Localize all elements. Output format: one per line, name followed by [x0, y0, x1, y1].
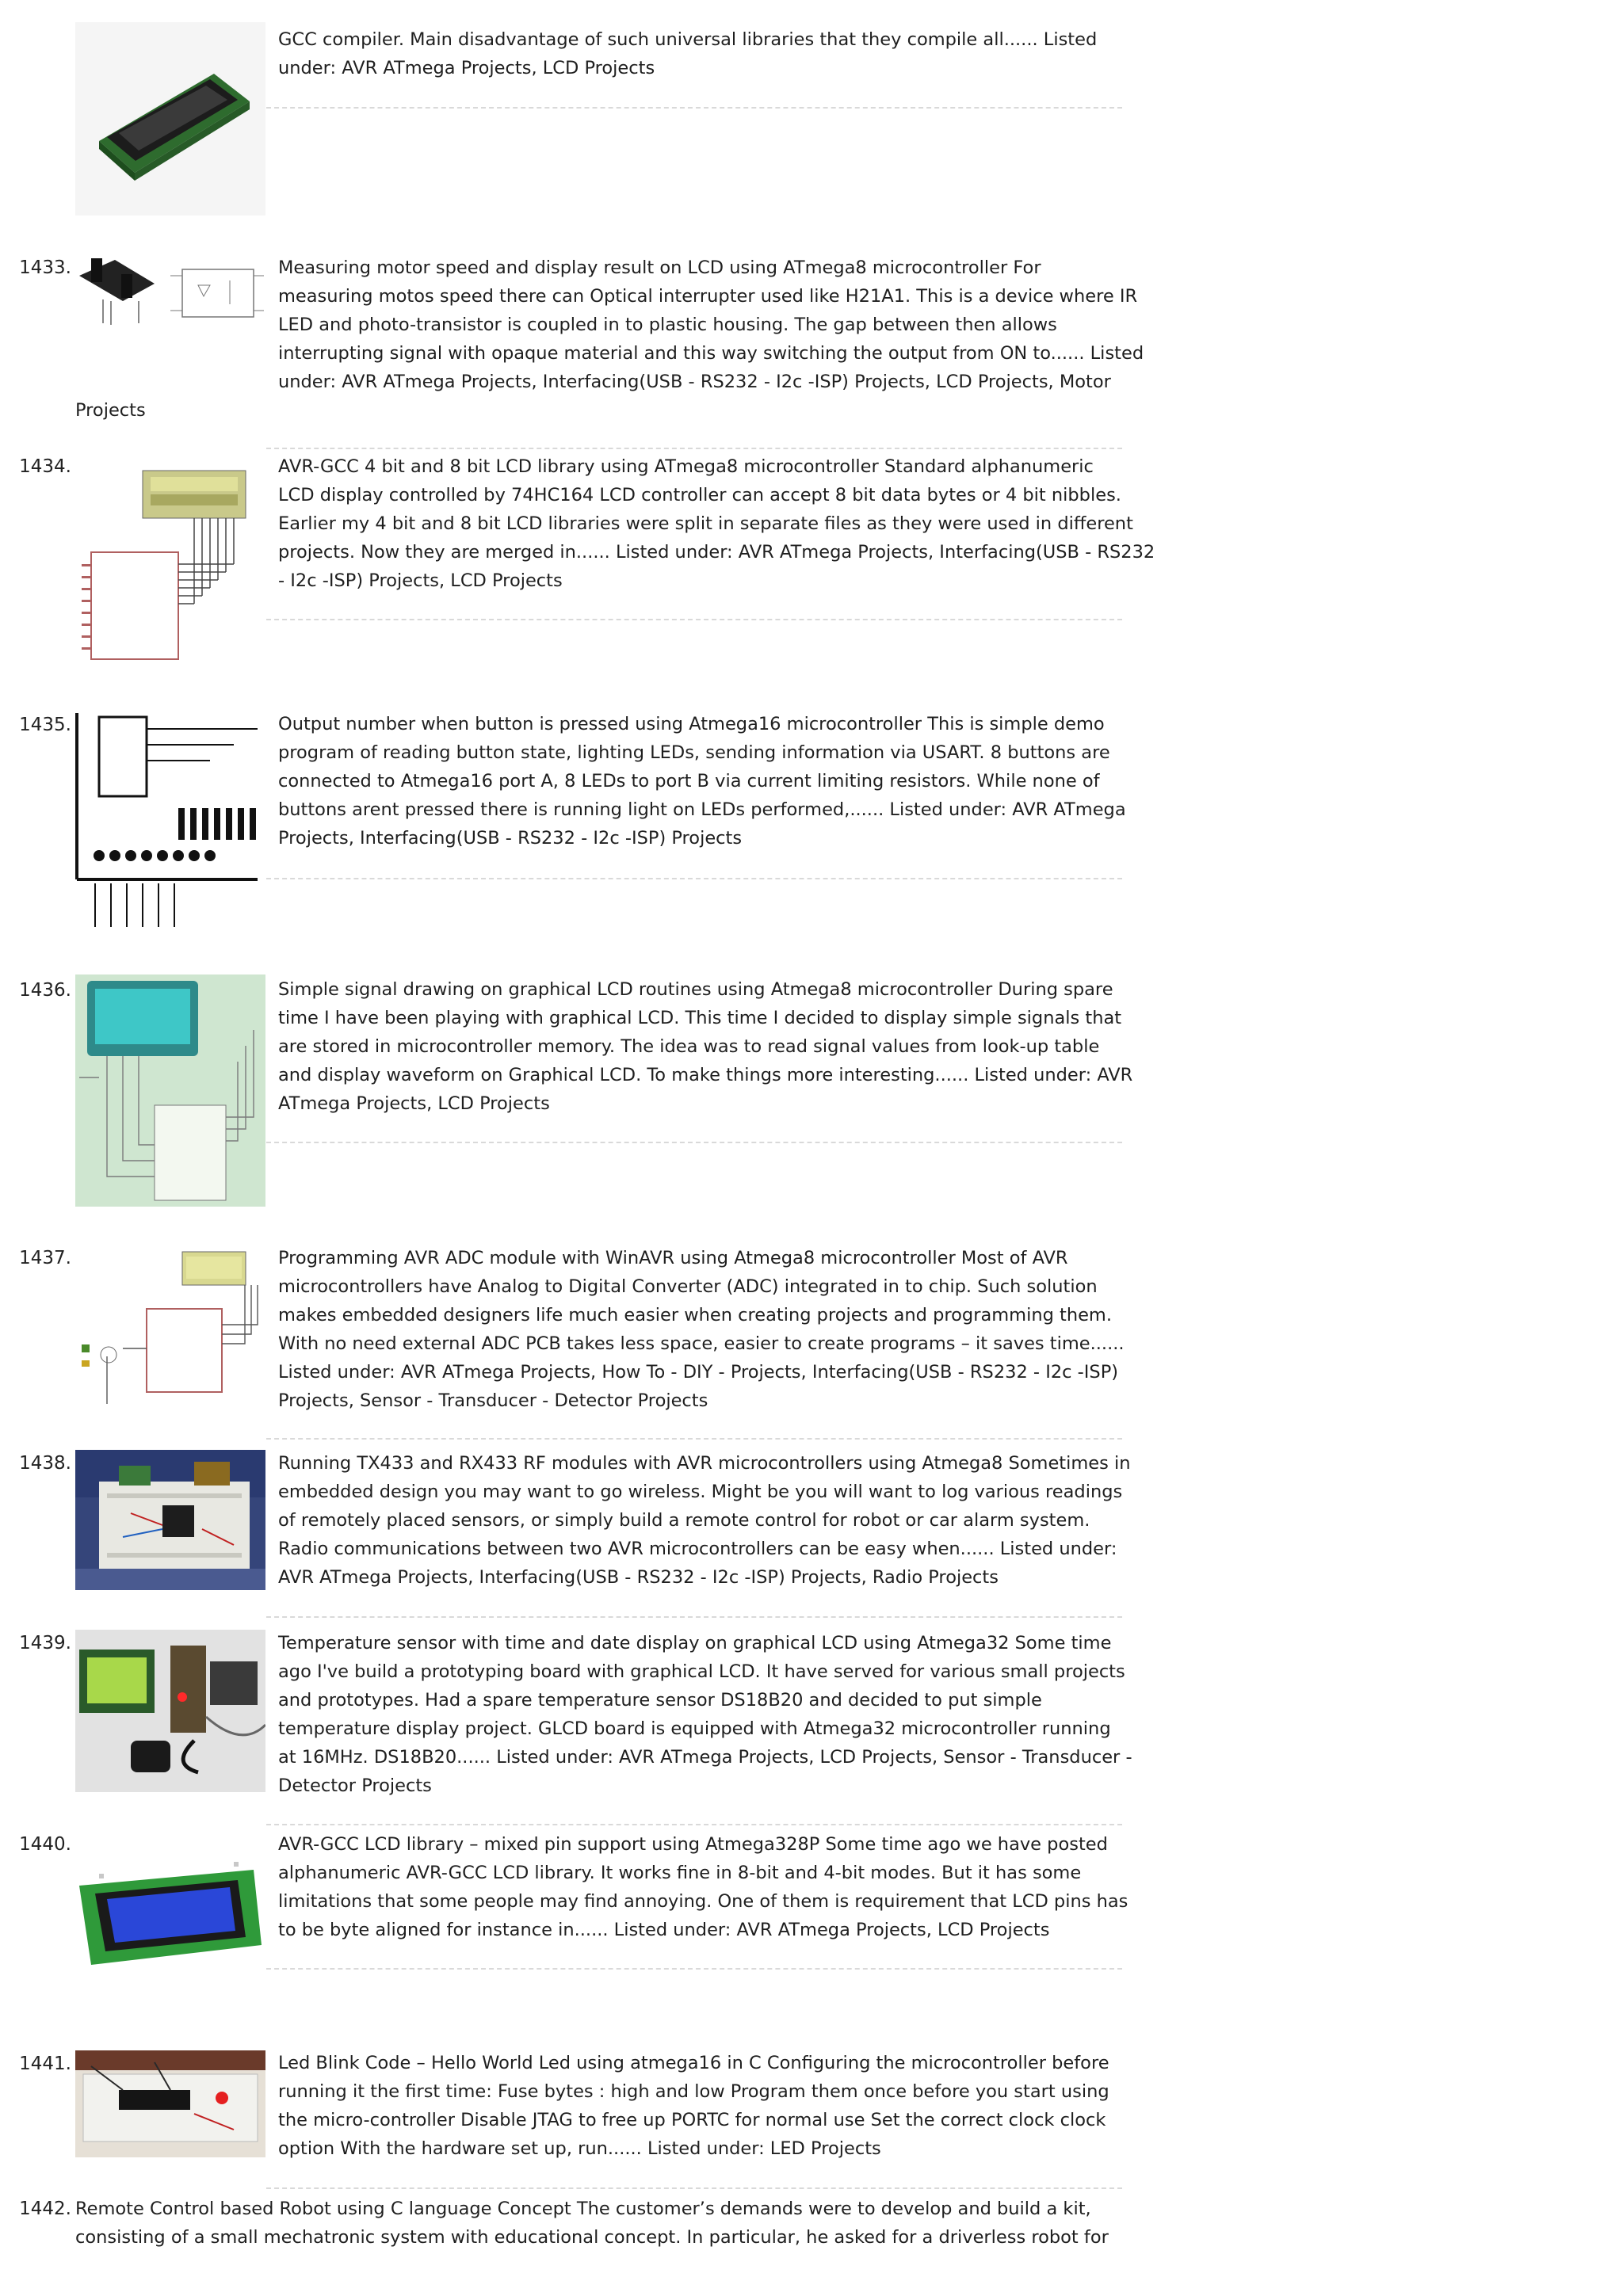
entry-description [278, 1244, 1125, 1415]
description-line: consisting of a small mechatronic system with educational concept. In particular, he asked for a driverless robot for [75, 2227, 1109, 2248]
entry-number: 1440. [19, 1834, 71, 1855]
description-line: under: AVR ATmega Projects, LCD Projects [278, 58, 655, 78]
description-line: Projects, Sensor - Transducer - Detector Projects [278, 1390, 708, 1411]
description-line: Earlier my 4 bit and 8 bit LCD libraries were split in separate files as they were used in different [278, 513, 1133, 534]
description-line: program of reading button state, lighting LEDs, sending information via USART. 8 buttons are [278, 742, 1110, 763]
description-line: limitations that some people may find annoying. One of them is requirement that LCD pins has [278, 1891, 1128, 1912]
optical-interrupter-image[interactable] [75, 252, 265, 331]
description-line: connected to Atmega16 port A, 8 LEDs to port B via current limiting resistors. While none of [278, 771, 1100, 791]
description-line: measuring motos speed there can Optical interrupter used like H21A1. This is a device where IR [278, 286, 1138, 307]
description-line: the micro-controller Disable JTAG to free up PORTC for normal use Set the correct clock clock [278, 2110, 1106, 2130]
description-line: Projects, Interfacing(USB - RS232 - I2c -ISP) Projects [278, 828, 743, 849]
entry-number: 1435. [19, 715, 71, 735]
entry-description [278, 975, 1133, 1118]
description-line: With no need external ADC PCB takes less space, easier to create programs – it saves time...... [278, 1333, 1125, 1354]
description-line: ATmega Projects, LCD Projects [278, 1093, 550, 1114]
adc-schematic-image[interactable] [75, 1245, 265, 1418]
description-line: interrupting signal with opaque material and this way switching the output from ON to...... Listed [278, 343, 1144, 364]
description-line: Output number when button is pressed using Atmega16 microcontroller This is simple demo [278, 714, 1105, 734]
blue-lcd-module-image[interactable] [75, 1850, 265, 1981]
description-line: buttons arent pressed there is running light on LEDs performed,...... Listed under: AVR ATmega [278, 799, 1126, 820]
description-line: Measuring motor speed and display result on LCD using ATmega8 microcontroller For [278, 257, 1041, 278]
entry-number: 1439. [19, 1633, 71, 1653]
description-line: and display waveform on Graphical LCD. To make things more interesting...... Listed under: AVR [278, 1065, 1133, 1085]
lcd-schematic-image[interactable] [75, 453, 265, 666]
entry-description [75, 2195, 1109, 2252]
description-line: Listed under: AVR ATmega Projects, How To - DIY - Projects, Interfacing(USB - RS232 - I2c -ISP) [278, 1362, 1119, 1383]
description-line: AVR-GCC LCD library – mixed pin support using Atmega328P Some time ago we have posted [278, 1834, 1108, 1855]
description-line: option With the hardware set up, run...... Listed under: LED Projects [278, 2138, 881, 2159]
description-line: under: AVR ATmega Projects, Interfacing(USB - RS232 - I2c -ISP) Projects, LCD Projects, Motor [278, 372, 1111, 392]
dashed-divider [266, 619, 1122, 620]
entry-number: 1436. [19, 980, 71, 1001]
entry-number: 1437. [19, 1248, 71, 1268]
graphical-lcd-schematic-image[interactable] [75, 974, 265, 1207]
description-line: Running TX433 and RX433 RF modules with AVR microcontrollers using Atmega8 Sometimes in [278, 1453, 1131, 1474]
dashed-divider [266, 878, 1122, 879]
dashed-divider [266, 1616, 1122, 1618]
description-line: Radio communications between two AVR microcontrollers can be easy when...... Listed under: [278, 1539, 1117, 1559]
description-overflow: Projects [75, 400, 146, 421]
description-line: are stored in microcontroller memory. The idea was to read signal values from look-up table [278, 1036, 1100, 1057]
entry-description [278, 1449, 1131, 1592]
entry-number: 1442. [19, 2199, 71, 2219]
entry-description [278, 2049, 1122, 2163]
description-line: temperature display project. GLCD board is equipped with Atmega32 microcontroller running [278, 1718, 1111, 1739]
dashed-divider [266, 1438, 1122, 1440]
entry-description [278, 1830, 1128, 1944]
description-line: running it the first time: Fuse bytes : high and low Program them once before you start using [278, 2081, 1109, 2102]
description-line: time I have been playing with graphical LCD. This time I decided to display simple signals that [278, 1008, 1122, 1028]
entry-number: 1441. [19, 2054, 71, 2074]
description-line: ago I've build a prototyping board with graphical LCD. It have served for various small projects [278, 1661, 1125, 1682]
entry-description [278, 710, 1126, 852]
description-line: embedded design you may want to go wireless. Might be you will want to log various readings [278, 1482, 1123, 1502]
description-line: Programming AVR ADC module with WinAVR using Atmega8 microcontroller Most of AVR [278, 1248, 1068, 1268]
description-line: GCC compiler. Main disadvantage of such universal libraries that they compile all...... Listed [278, 29, 1098, 50]
description-line: Simple signal drawing on graphical LCD routines using Atmega8 microcontroller During spare [278, 979, 1113, 1000]
dashed-divider [266, 1824, 1122, 1825]
description-line: Temperature sensor with time and date display on graphical LCD using Atmega32 Some time [278, 1633, 1112, 1653]
description-line: LCD display controlled by 74HC164 LCD controller can accept 8 bit data bytes or 4 bit nibbles. [278, 485, 1121, 505]
dashed-divider [266, 1968, 1122, 1970]
description-line: to be byte aligned for instance in...... Listed under: AVR ATmega Projects, LCD Projects [278, 1920, 1050, 1940]
entry-number: 1438. [19, 1453, 71, 1474]
dashed-divider [266, 1142, 1122, 1143]
rf-module-breadboard-photo[interactable] [75, 1450, 265, 1590]
description-line: Remote Control based Robot using C language Concept The customer’s demands were to develop and build a kit, [75, 2199, 1091, 2219]
led-blink-breadboard-photo[interactable] [75, 2050, 265, 2157]
description-line: LED and photo-transistor is coupled in to plastic housing. The gap between then allows [278, 315, 1057, 335]
description-line: AVR ATmega Projects, Interfacing(USB - RS232 - I2c -ISP) Projects, Radio Projects [278, 1567, 999, 1588]
lcd-module-image[interactable] [75, 22, 265, 215]
temperature-glcd-photo[interactable] [75, 1630, 265, 1792]
description-line: and prototypes. Had a spare temperature sensor DS18B20 and decided to put simple [278, 1690, 1042, 1711]
description-line: AVR-GCC 4 bit and 8 bit LCD library using ATmega8 microcontroller Standard alphanumeric [278, 456, 1094, 477]
entry-description [278, 25, 1122, 82]
entry-description [278, 254, 1144, 396]
description-line: microcontrollers have Analog to Digital Converter (ADC) integrated in to chip. Such solution [278, 1276, 1098, 1297]
entry-description [278, 452, 1155, 595]
dashed-divider [266, 2187, 1122, 2189]
entry-number: 1433. [19, 257, 71, 278]
description-line: of remotely placed sensors, or simply build a remote control for robot or car alarm system. [278, 1510, 1090, 1531]
description-line: alphanumeric AVR-GCC LCD library. It works fine in 8-bit and 4-bit modes. But it has some [278, 1863, 1082, 1883]
dashed-divider [266, 448, 1122, 449]
description-line: at 16MHz. DS18B20...... Listed under: AVR ATmega Projects, LCD Projects, Sensor - Transducer - [278, 1747, 1132, 1768]
description-line: Detector Projects [278, 1775, 432, 1796]
entry-description [278, 1629, 1132, 1800]
dashed-divider [266, 107, 1122, 109]
description-line: projects. Now they are merged in...... Listed under: AVR ATmega Projects, Interfacing(USB - RS232 [278, 542, 1155, 563]
entry-number: 1434. [19, 456, 71, 477]
description-line: - I2c -ISP) Projects, LCD Projects [278, 570, 563, 591]
button-led-schematic-image[interactable] [75, 713, 265, 935]
description-line: Led Blink Code – Hello World Led using atmega16 in C Configuring the microcontroller before [278, 2053, 1109, 2073]
description-line: makes embedded designers life much easier when creating projects and programming them. [278, 1305, 1113, 1325]
